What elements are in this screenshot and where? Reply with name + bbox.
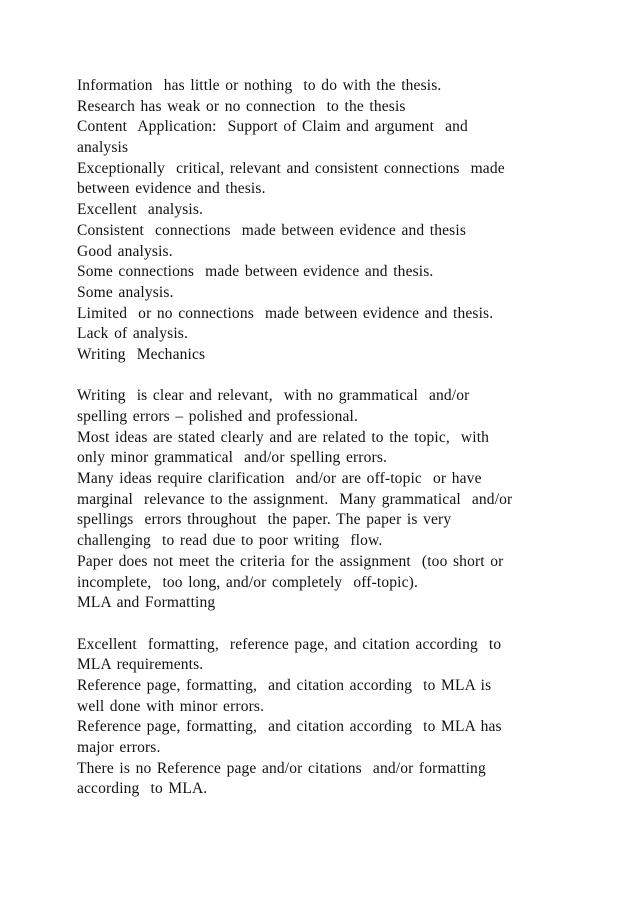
text-line: Limited or no connections made between evidence and thesis. bbox=[77, 304, 494, 322]
text-line: incomplete, too long, and/or completely off-topic). bbox=[77, 573, 418, 591]
text-line: Many ideas require clarification and/or are off-topic or have bbox=[77, 470, 482, 488]
text-line: Paper does not meet the criteria for the assignment (too short or bbox=[77, 552, 504, 570]
text-line: Excellent formatting, reference page, and citation according to bbox=[77, 635, 502, 653]
blank-line bbox=[77, 614, 577, 635]
text-line: spelling errors – polished and professional. bbox=[77, 408, 358, 425]
text-line: Consistent connections made between evidence and thesis bbox=[77, 221, 467, 239]
text-line: between evidence and thesis. bbox=[77, 180, 266, 198]
text-line: challenging to read due to poor writing flow. bbox=[77, 532, 383, 550]
text-line: Lack of analysis. bbox=[77, 325, 188, 343]
text-line: Reference page, formatting, and citation according to MLA has bbox=[77, 718, 502, 736]
text-line: Most ideas are stated clearly and are related to the topic, with bbox=[77, 428, 490, 446]
text-line: marginal relevance to the assignment. Many grammatical and/or bbox=[77, 490, 513, 508]
text-line: major errors. bbox=[77, 739, 161, 756]
text-line: Reference page, formatting, and citation according to MLA is bbox=[77, 676, 492, 694]
text-line: only minor grammatical and/or spelling errors. bbox=[77, 449, 388, 467]
text-line: well done with minor errors. bbox=[77, 697, 265, 715]
text-line: according to MLA. bbox=[77, 780, 208, 798]
text-line: There is no Reference page and/or citations and/or formatting bbox=[77, 759, 486, 777]
text-line: analysis bbox=[77, 139, 129, 157]
text-line: Some analysis. bbox=[77, 283, 174, 301]
text-line: Some connections made between evidence and thesis. bbox=[77, 263, 434, 281]
text-line: Writing is clear and relevant, with no grammatical and/or bbox=[77, 387, 470, 405]
text-line: Information has little or nothing to do with the thesis. bbox=[77, 77, 442, 94]
text-line: Good analysis. bbox=[77, 242, 173, 260]
text-line: Exceptionally critical, relevant and consistent connections made bbox=[77, 159, 505, 177]
section-heading-mla-formatting: MLA and Formatting bbox=[77, 594, 216, 612]
text-line: Excellent analysis. bbox=[77, 201, 204, 219]
text-line: Research has weak or no connection to the thesis bbox=[77, 97, 406, 115]
blank-line bbox=[77, 366, 577, 387]
text-line: MLA requirements. bbox=[77, 656, 204, 674]
text-line: spellings errors throughout the paper. The paper is very bbox=[77, 511, 452, 529]
document-body bbox=[77, 76, 577, 800]
section-heading-writing-mechanics: Writing Mechanics bbox=[77, 345, 206, 363]
text-line: Content Application: Support of Claim and argument and bbox=[77, 118, 468, 136]
